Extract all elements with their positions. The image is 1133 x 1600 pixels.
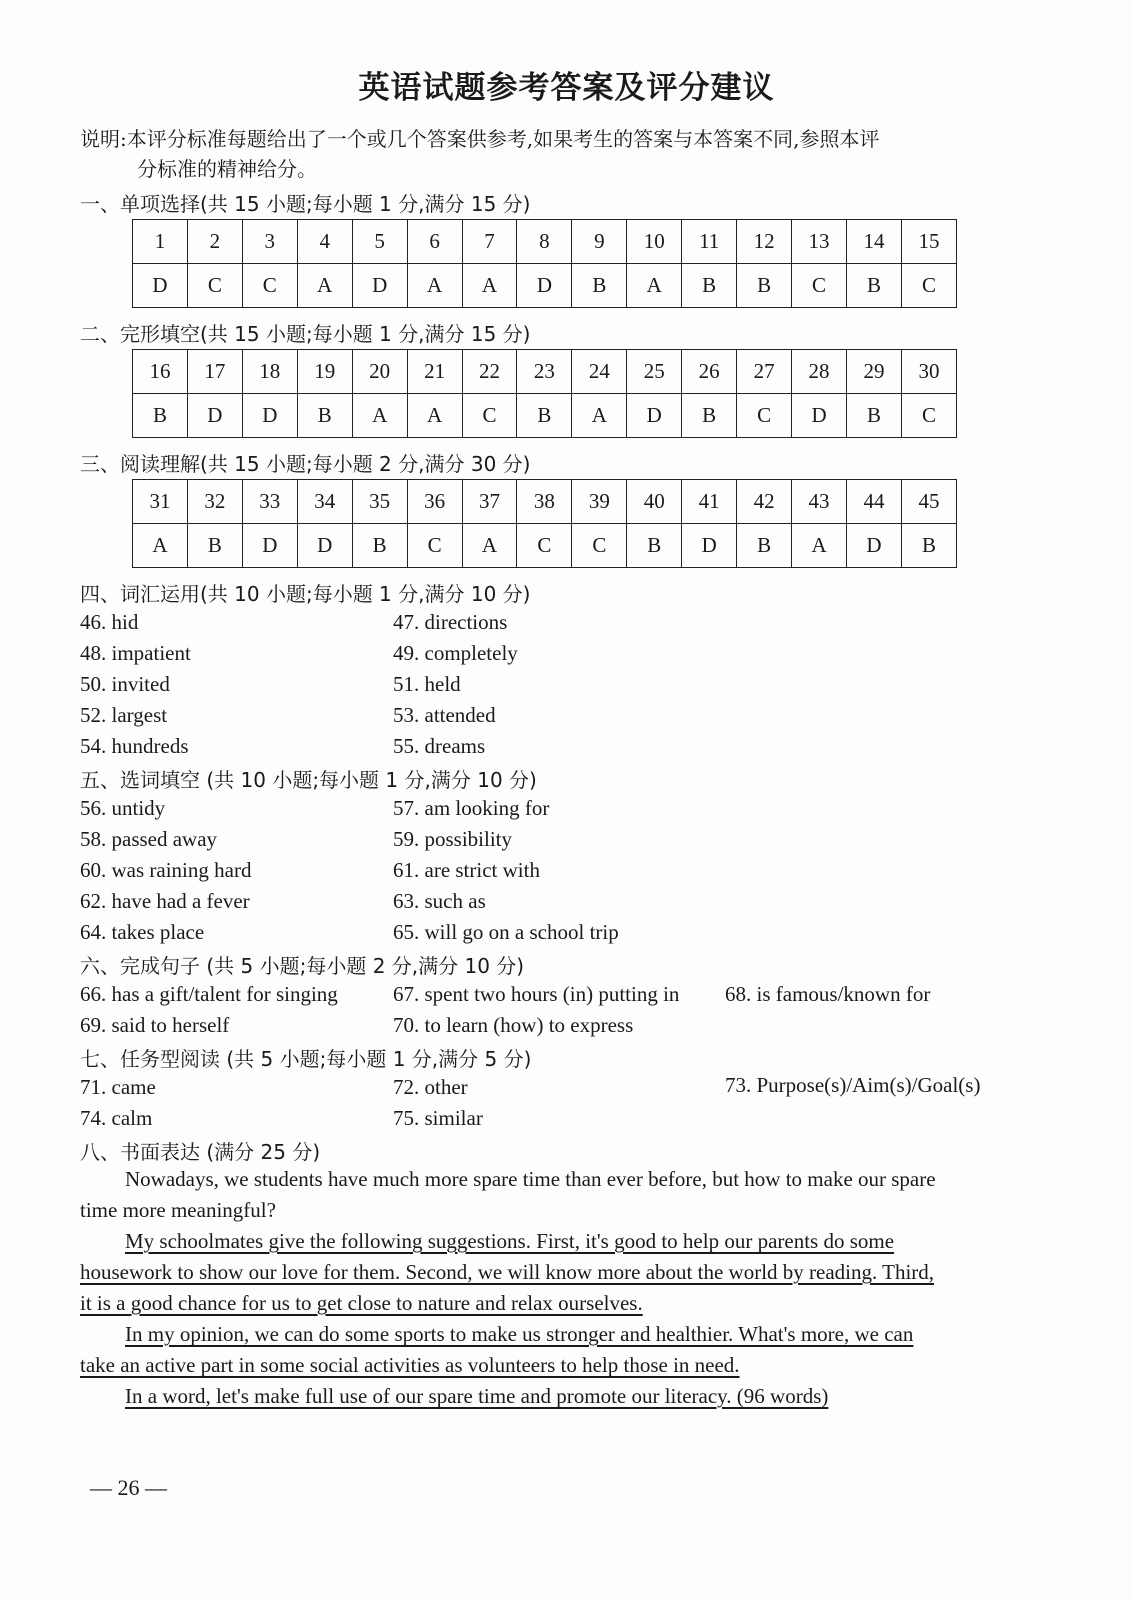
vocab-answer: 48. impatient	[80, 641, 191, 665]
question-number-cell: 30	[901, 350, 956, 394]
question-number-cell: 28	[792, 350, 847, 394]
fill-answer: 56. untidy	[80, 796, 166, 820]
answer-row	[133, 394, 957, 438]
sentence-answer: 70. to learn (how) to express	[393, 1013, 634, 1037]
essay-line	[80, 1322, 1010, 1347]
question-number-cell: 31	[133, 480, 188, 524]
vocab-answer: 46. hid	[80, 610, 139, 634]
question-number-cell: 6	[407, 220, 462, 264]
answer-cell: A	[792, 524, 847, 568]
answer-cell: D	[517, 264, 572, 308]
question-number-cell: 35	[352, 480, 407, 524]
question-number-cell: 13	[792, 220, 847, 264]
answer-cell: B	[737, 524, 792, 568]
vocab-answer: 50. invited	[80, 672, 170, 696]
answer-cell: A	[572, 394, 627, 438]
answer-cell: D	[297, 524, 352, 568]
essay-line: time more meaningful?	[80, 1198, 276, 1222]
answer-table-3	[132, 479, 957, 568]
essay-line	[80, 1384, 1010, 1409]
answer-cell: B	[846, 394, 901, 438]
answer-cell: C	[407, 524, 462, 568]
question-number-cell: 27	[737, 350, 792, 394]
question-number-cell: 4	[297, 220, 352, 264]
question-number-cell: 38	[517, 480, 572, 524]
note-line-1: 说明:本评分标准每题给出了一个或几个答案供参考,如果考生的答案与本答案不同,参照本评	[80, 127, 880, 151]
fill-answer: 65. will go on a school trip	[393, 920, 619, 944]
question-number-cell: 33	[242, 480, 297, 524]
question-number-cell: 11	[682, 220, 737, 264]
question-number-cell: 14	[846, 220, 901, 264]
sentence-answer: 68. is famous/known for	[725, 982, 931, 1006]
question-number-cell: 32	[187, 480, 242, 524]
question-number-cell: 21	[407, 350, 462, 394]
answer-cell: C	[901, 394, 956, 438]
answer-cell: B	[517, 394, 572, 438]
fill-answer: 59. possibility	[393, 827, 513, 851]
vocab-answer: 51. held	[393, 672, 461, 696]
fill-answer: 63. such as	[393, 889, 486, 913]
answer-cell: B	[737, 264, 792, 308]
page-number: — 26 —	[90, 1475, 167, 1500]
section-heading-8: 八、书面表达 (满分 25 分)	[80, 1140, 321, 1164]
fill-answer: 57. am looking for	[393, 796, 550, 820]
answer-cell: B	[901, 524, 956, 568]
fill-answer: 58. passed away	[80, 827, 218, 851]
underlined-text: it is a good chance for us to get close to nature and relax ourselves.	[80, 1291, 643, 1315]
answer-table-2	[132, 349, 957, 438]
question-number-cell: 37	[462, 480, 517, 524]
question-number-cell: 40	[627, 480, 682, 524]
answer-cell: C	[737, 394, 792, 438]
answer-cell: C	[187, 264, 242, 308]
answer-cell: C	[462, 394, 517, 438]
fill-answer: 62. have had a fever	[80, 889, 250, 913]
answer-cell: B	[352, 524, 407, 568]
question-number-row	[133, 220, 957, 264]
task-answer: 73. Purpose(s)/Aim(s)/Goal(s)	[725, 1073, 981, 1097]
answer-cell: A	[352, 394, 407, 438]
question-number-cell: 17	[187, 350, 242, 394]
question-number-row	[133, 350, 957, 394]
task-answer: 72. other	[393, 1075, 468, 1099]
question-number-cell: 19	[297, 350, 352, 394]
section-heading-7: 七、任务型阅读 (共 5 小题;每小题 1 分,满分 5 分)	[80, 1047, 532, 1071]
question-number-cell: 43	[792, 480, 847, 524]
essay-line	[80, 1291, 1010, 1316]
fill-answer: 60. was raining hard	[80, 858, 252, 882]
answer-cell: A	[462, 264, 517, 308]
answer-cell: D	[792, 394, 847, 438]
question-number-cell: 2	[187, 220, 242, 264]
question-number-cell: 36	[407, 480, 462, 524]
vocab-answer: 47. directions	[393, 610, 508, 634]
answer-cell: B	[572, 264, 627, 308]
question-number-cell: 3	[242, 220, 297, 264]
question-number-cell: 45	[901, 480, 956, 524]
answer-cell: B	[133, 394, 188, 438]
fill-answer: 64. takes place	[80, 920, 205, 944]
question-number-row	[133, 480, 957, 524]
answer-cell: A	[407, 394, 462, 438]
section-heading-1: 一、单项选择(共 15 小题;每小题 1 分,满分 15 分)	[80, 192, 531, 216]
answer-cell: C	[901, 264, 956, 308]
note-line-2: 分标准的精神给分。	[137, 157, 317, 181]
answer-cell: B	[187, 524, 242, 568]
vocab-answer: 52. largest	[80, 703, 168, 727]
answer-cell: C	[242, 264, 297, 308]
question-number-cell: 8	[517, 220, 572, 264]
essay-line	[80, 1229, 1010, 1254]
question-number-cell: 42	[737, 480, 792, 524]
task-answer: 75. similar	[393, 1106, 483, 1130]
question-number-cell: 9	[572, 220, 627, 264]
underlined-text: housework to show our love for them. Second, we will know more about the world by reading. Third,	[80, 1260, 935, 1284]
question-number-cell: 23	[517, 350, 572, 394]
question-number-cell: 39	[572, 480, 627, 524]
question-number-cell: 25	[627, 350, 682, 394]
question-number-cell: 29	[846, 350, 901, 394]
question-number-cell: 22	[462, 350, 517, 394]
answer-cell: B	[682, 264, 737, 308]
page-title: 英语试题参考答案及评分建议	[358, 70, 775, 106]
section-heading-4: 四、词汇运用(共 10 小题;每小题 1 分,满分 10 分)	[80, 582, 531, 606]
underlined-text: In my opinion, we can do some sports to make us stronger and healthier. What's more, we can	[125, 1322, 914, 1346]
sentence-answer: 69. said to herself	[80, 1013, 230, 1037]
essay-line: Nowadays, we students have much more spare time than ever before, but how to make our spare	[125, 1167, 936, 1191]
section-heading-5: 五、选词填空 (共 10 小题;每小题 1 分,满分 10 分)	[80, 768, 537, 792]
answer-cell: D	[352, 264, 407, 308]
vocab-answer: 49. completely	[393, 641, 518, 665]
question-number-cell: 44	[846, 480, 901, 524]
essay-line	[80, 1353, 1010, 1378]
question-number-cell: 15	[901, 220, 956, 264]
answer-cell: C	[792, 264, 847, 308]
answer-cell: A	[133, 524, 188, 568]
answer-cell: D	[242, 394, 297, 438]
answer-row	[133, 524, 957, 568]
answer-cell: B	[297, 394, 352, 438]
question-number-cell: 10	[627, 220, 682, 264]
answer-cell: B	[682, 394, 737, 438]
vocab-answer: 55. dreams	[393, 734, 486, 758]
section-heading-3: 三、阅读理解(共 15 小题;每小题 2 分,满分 30 分)	[80, 452, 531, 476]
answer-cell: B	[627, 524, 682, 568]
question-number-cell: 12	[737, 220, 792, 264]
question-number-cell: 16	[133, 350, 188, 394]
instructions-note	[80, 124, 1040, 184]
answer-cell: C	[572, 524, 627, 568]
answer-cell: C	[517, 524, 572, 568]
underlined-text: In a word, let's make full use of our spare time and promote our literacy. (96 words)	[125, 1384, 829, 1408]
fill-answer: 61. are strict with	[393, 858, 540, 882]
answer-cell: A	[462, 524, 517, 568]
answer-cell: D	[627, 394, 682, 438]
section-heading-2: 二、完形填空(共 15 小题;每小题 1 分,满分 15 分)	[80, 322, 531, 346]
question-number-cell: 1	[133, 220, 188, 264]
sentence-answer: 66. has a gift/talent for singing	[80, 982, 338, 1006]
answer-cell: D	[133, 264, 188, 308]
answer-cell: D	[846, 524, 901, 568]
task-answer: 71. came	[80, 1075, 156, 1099]
question-number-cell: 7	[462, 220, 517, 264]
question-number-cell: 34	[297, 480, 352, 524]
question-number-cell: 20	[352, 350, 407, 394]
section-heading-6: 六、完成句子 (共 5 小题;每小题 2 分,满分 10 分)	[80, 954, 525, 978]
answer-row	[133, 264, 957, 308]
answer-table-1	[132, 219, 957, 308]
answer-cell: A	[627, 264, 682, 308]
answer-cell: D	[187, 394, 242, 438]
essay-line	[80, 1260, 1010, 1285]
sentence-answer: 67. spent two hours (in) putting in	[393, 982, 680, 1006]
task-answer: 74. calm	[80, 1106, 153, 1130]
vocab-answer: 53. attended	[393, 703, 496, 727]
answer-cell: A	[407, 264, 462, 308]
question-number-cell: 5	[352, 220, 407, 264]
answer-cell: B	[846, 264, 901, 308]
underlined-text: My schoolmates give the following suggestions. First, it's good to help our parents do some	[125, 1229, 895, 1253]
question-number-cell: 18	[242, 350, 297, 394]
answer-cell: D	[682, 524, 737, 568]
question-number-cell: 26	[682, 350, 737, 394]
question-number-cell: 24	[572, 350, 627, 394]
question-number-cell: 41	[682, 480, 737, 524]
vocab-answer: 54. hundreds	[80, 734, 189, 758]
answer-cell: A	[297, 264, 352, 308]
answer-cell: D	[242, 524, 297, 568]
underlined-text: take an active part in some social activities as volunteers to help those in need.	[80, 1353, 740, 1377]
